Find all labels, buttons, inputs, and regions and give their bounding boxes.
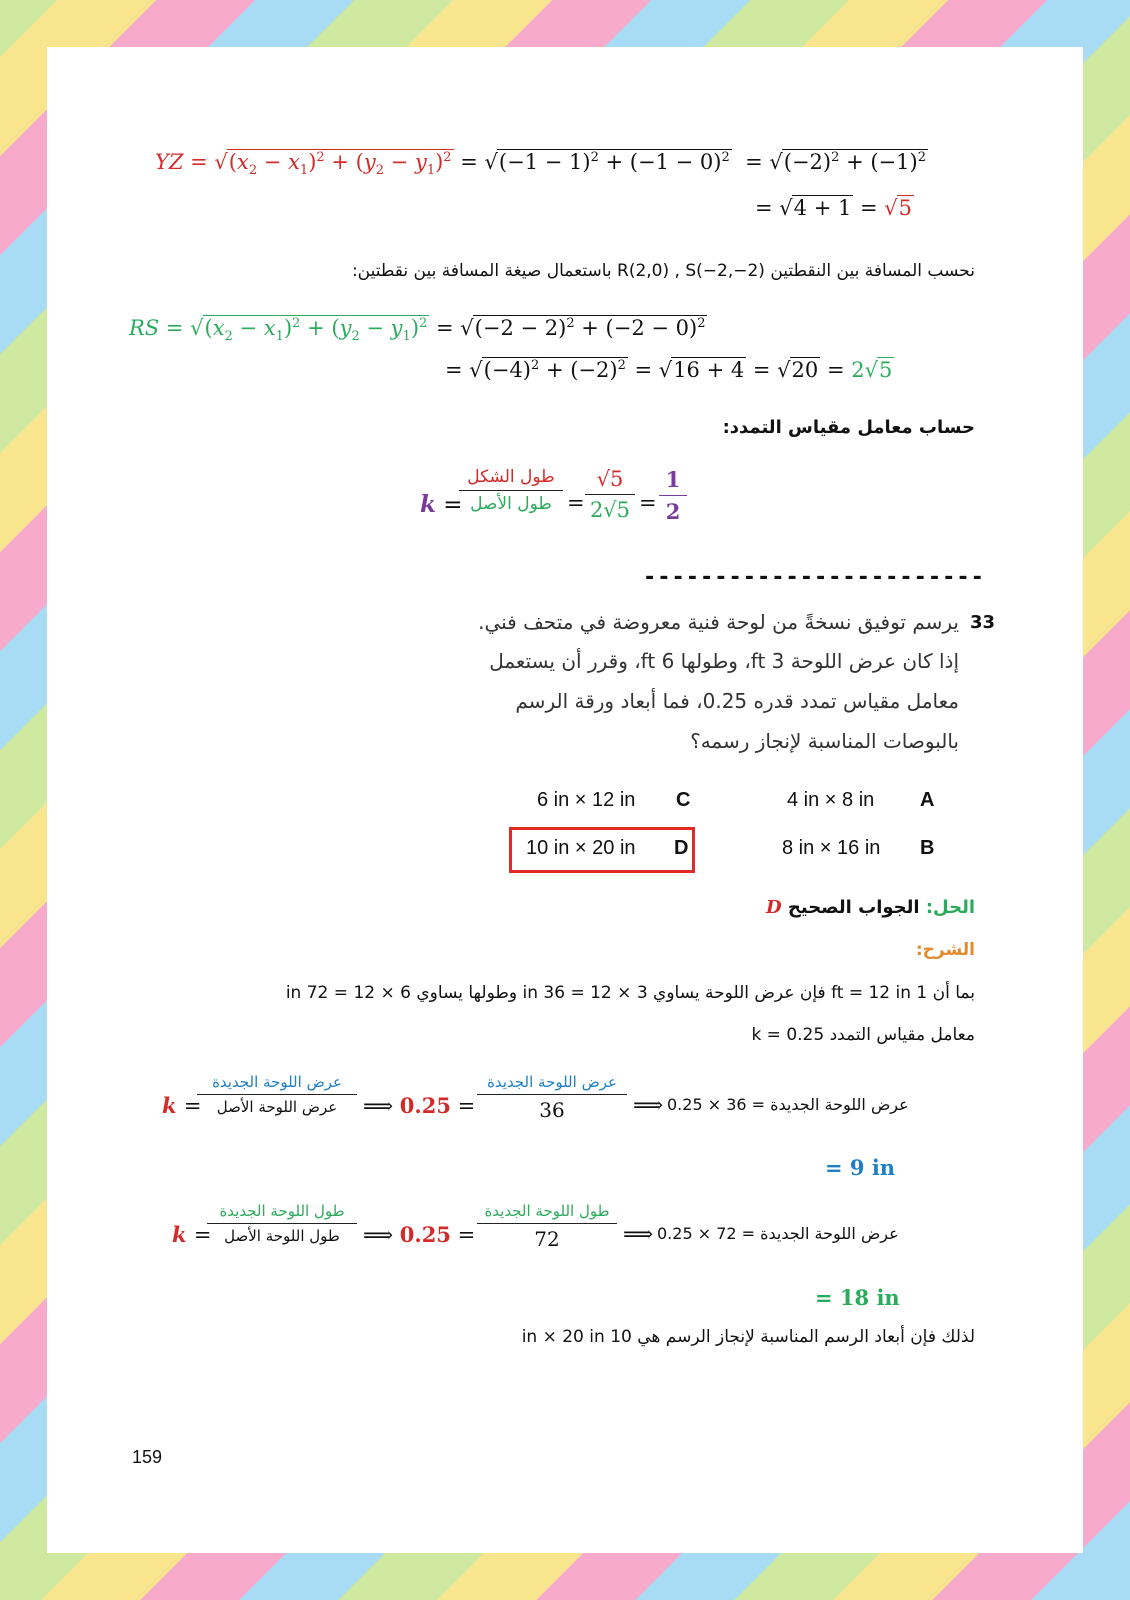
k-num-value: √5 [596, 467, 624, 491]
length-frac2-num: طول اللوحة الجديدة [484, 1202, 610, 1220]
k-symbol: k = [420, 491, 463, 518]
width-frac1-num: عرض اللوحة الجديدة [212, 1073, 342, 1091]
length-arrow: ⟹ [623, 1222, 654, 1246]
k-den-text: طول الأصل [470, 494, 552, 514]
k-result-den: 2 [665, 499, 681, 524]
k-symbol: k = [172, 1222, 212, 1247]
k-fraction-values [585, 467, 635, 522]
k-heading: حساب معامل مقياس التمدد: [722, 417, 975, 438]
k-result-num: 1 [665, 467, 681, 492]
width-frac2-den: 36 [539, 1098, 565, 1122]
option-d-text[interactable]: 10 in × 20 in [526, 837, 636, 859]
width-fraction-1 [197, 1073, 357, 1116]
question-line: إذا كان عرض اللوحة 3 ft، وطولها 6 ft، وقرر أن يستعمل [489, 649, 959, 673]
width-fraction-2 [477, 1073, 627, 1122]
width-k-value: 0.25 [399, 1093, 451, 1118]
yz-line2: = √4 + 1 = √5 [755, 196, 913, 220]
length-fraction-1 [207, 1202, 357, 1245]
length-frac1-den: طول اللوحة الأصل [224, 1227, 340, 1245]
explain-line-2: معامل مقياس التمدد k = 0.25 [751, 1025, 975, 1045]
length-frac2-den: 72 [534, 1227, 560, 1251]
length-frac1-num: طول اللوحة الجديدة [219, 1202, 345, 1220]
yz-line1: YZ = $√(x_2 - x_1)^2 + (y_2 - y_1)^2 = √(-1 - 1)^2 + (-1 - 0)^2 = √(-2)^2 + (-1)^2$ [155, 150, 926, 179]
rs-line1: RS = $√(x_2 - x_1)^2 + (y_2 - y_1)^2 = √(-2 - 2)^2 + (-2 - 0)^2$ [129, 316, 706, 345]
width-k-eq: ⟹ 0.25 = [363, 1093, 476, 1118]
conclusion: لذلك فإن أبعاد الرسم المناسبة لإنجاز الرسم هي 10 in × 20 in [521, 1327, 975, 1347]
explain-line-1: بما أن 1 ft = 12 in فإن عرض اللوحة يساوي 3 × 12 = 36 in وطولها يساوي 6 × 12 = 72 in [285, 983, 975, 1003]
width-frac2-num: عرض اللوحة الجديدة [487, 1073, 617, 1091]
k-num-text: طول الشكل [467, 467, 555, 487]
option-b-text[interactable]: 8 in × 16 in [782, 837, 881, 859]
page-number: 159 [132, 1447, 163, 1467]
option-c-text[interactable]: 6 in × 12 in [537, 789, 636, 811]
solution-answer-text: الجواب الصحيح [787, 897, 920, 918]
separator: ------------------------ [643, 565, 985, 590]
question-line: يرسم توفيق نسخةً من لوحة فنية معروضة في متحف فني. [478, 610, 959, 634]
rs-intro: نحسب المسافة بين النقطتين R(2,0) , S(−2,−2) باستعمال صيغة المسافة بين نقطتين: [351, 261, 975, 281]
explain-label: الشرح: [915, 940, 975, 960]
length-k-value: 0.25 [399, 1222, 451, 1247]
width-arrow: ⟹ [633, 1093, 664, 1117]
k-result [659, 467, 687, 524]
length-rhs: عرض اللوحة الجديدة = 72 × 0.25 [657, 1224, 899, 1243]
length-fraction-2 [477, 1202, 617, 1251]
solution-label: الحل: [925, 897, 975, 918]
k-symbol: k = [162, 1093, 202, 1118]
k-fraction-text [459, 467, 563, 514]
solution-answer-letter: D [765, 897, 782, 918]
width-rhs: عرض اللوحة الجديدة = 36 × 0.25 [667, 1095, 909, 1114]
option-d-letter[interactable]: D [674, 837, 689, 859]
question-line: بالبوصات المناسبة لإنجاز رسمه؟ [690, 729, 959, 753]
width-result: = 9 in [825, 1155, 896, 1180]
length-result: = 18 in [815, 1285, 900, 1310]
question-line: معامل مقياس تمدد قدره 0.25، فما أبعاد ورقة الرسم [515, 689, 959, 713]
solution-line [766, 897, 975, 918]
eq-sign: = [567, 491, 585, 515]
page [47, 47, 1083, 1553]
width-frac1-den: عرض اللوحة الأصل [216, 1098, 338, 1116]
option-a-text[interactable]: 4 in × 8 in [787, 789, 875, 811]
length-k-eq: ⟹ 0.25 = [363, 1222, 476, 1247]
rs-line2: = $√(-4)^2 + (-2)^2 = √16 + 4 = √20 = 2√5$ [445, 358, 893, 382]
option-b-letter[interactable]: B [920, 837, 935, 859]
option-a-letter[interactable]: A [920, 789, 935, 811]
option-c-letter[interactable]: C [676, 789, 691, 811]
k-den-value: 2√5 [589, 498, 631, 522]
question-number: 33 [969, 612, 995, 633]
eq-sign: = [639, 491, 657, 515]
